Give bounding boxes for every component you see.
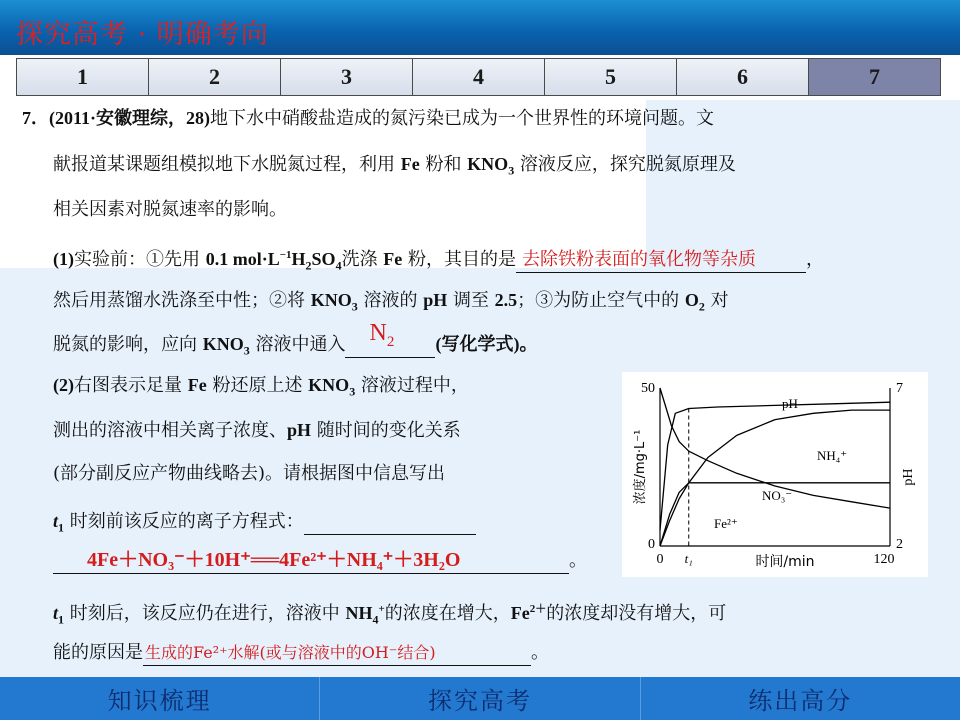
y-tick-label: 0 (648, 537, 655, 552)
x-tick-label: t₁ (684, 551, 693, 566)
series-line-0 (660, 402, 890, 530)
punctuation: 。 (569, 550, 587, 571)
formula-kno3: $KNO_3$ (202, 334, 250, 358)
nav-knowledge[interactable]: 知识梳理 (0, 677, 320, 720)
part1-text: 然后用蒸馏水洗涤至中性；②将 (53, 290, 311, 311)
x-tick-label: 0 (656, 552, 664, 567)
part1-text: 洗涤 (341, 249, 384, 270)
formula-nh4: $NH_4^+$ (345, 603, 385, 627)
formula-kno3: $KNO_3$ (467, 154, 515, 178)
question-tab-bar (16, 58, 941, 96)
formula-ph: pH (287, 420, 312, 440)
answer-1: 去除铁粉表面的氧化物等杂质 (522, 249, 757, 270)
series-line-1 (660, 410, 890, 546)
nav-explore[interactable]: 探究高考 (320, 677, 640, 720)
part2-text: 测出的溶液中相关离子浓度、 (53, 420, 287, 441)
question-number: 7． (22, 108, 49, 128)
series-label-0: pH (782, 396, 798, 411)
part1-text: 脱氮的影响，应向 (53, 334, 203, 355)
tab-2[interactable]: 2 (149, 59, 281, 95)
tab-6[interactable]: 6 (677, 59, 809, 95)
part1-text: 粉，其目的是 (402, 249, 517, 270)
formula-o2: $O_2$ (684, 290, 705, 314)
answer-4: 生成的Fe²⁺水解(或与溶液中的OH⁻结合) (145, 643, 436, 662)
y-right-tick-label: 2 (896, 537, 903, 552)
punctuation: 。 (531, 642, 549, 663)
tab-7[interactable]: 7 (809, 59, 940, 95)
nav-practice[interactable]: 练出高分 (748, 687, 853, 715)
tab-4[interactable]: 4 (413, 59, 545, 95)
part2-text: 时刻前该反应的离子方程式： (64, 511, 304, 532)
formula-fe2: $Fe^{2+}$ (510, 603, 547, 623)
y-right-tick-label: 7 (896, 381, 903, 396)
series-label-1: NH₄⁺ (817, 448, 848, 463)
answer-3: 4Fe＋NO₃⁻＋10H⁺══4Fe²⁺＋NH₄⁺＋3H₂O (87, 549, 461, 571)
ph-value: 2.5 (494, 290, 518, 310)
tab-1[interactable]: 1 (17, 59, 149, 95)
formula-fe: Fe (400, 154, 420, 174)
question-line-1 (22, 106, 714, 131)
part2-text: 溶液过程中， (355, 375, 469, 396)
part1-text: ；③为防止空气中的 (517, 290, 685, 311)
question-source: (2011·安徽理综，28) (49, 108, 210, 128)
part2-line-4 (53, 509, 476, 540)
formula-fe: Fe (187, 375, 207, 395)
answer-blank-4 (143, 641, 531, 666)
series-label-3: Fe²⁺ (714, 516, 738, 531)
part2-line-1 (53, 373, 469, 404)
part2-line-2 (53, 418, 461, 443)
x-tick-label: 120 (873, 552, 895, 567)
header-bar (0, 0, 960, 55)
chart-svg (622, 372, 928, 577)
part1-line-1 (53, 243, 824, 278)
part1-line-2 (53, 288, 729, 319)
answer-blank-1 (516, 248, 806, 273)
punctuation: ， (806, 249, 825, 270)
part2-line-5 (53, 548, 587, 574)
part3-text: 的浓度在增大， (384, 603, 511, 624)
part1-text: 调至 (447, 290, 495, 311)
tab-3[interactable]: 3 (281, 59, 413, 95)
part1-label: (1) (53, 249, 74, 269)
part3-line-2 (53, 641, 549, 666)
answer-2: $N_2$ (369, 320, 395, 350)
part1-text: (写化学式)。 (435, 334, 538, 354)
part3-line-1 (53, 597, 726, 632)
part2-label: (2) (53, 375, 74, 395)
symbol-t1: $t_1$ (53, 603, 65, 627)
intro-text: 溶液反应，探究脱氮原理及 (514, 154, 736, 175)
y-axis-label-left: 浓度/mg·L⁻¹ (633, 429, 648, 505)
series-label-2: NO₃⁻ (762, 488, 793, 503)
intro-text: 粉和 (419, 154, 468, 175)
intro-text: 献报道某课题组模拟地下水脱氮过程，利用 (53, 154, 401, 175)
question-line-2 (53, 152, 736, 183)
part1-text: 实验前：①先用 (74, 249, 206, 270)
bottom-navigation (0, 677, 960, 720)
answer-blank-3-top (304, 510, 476, 535)
formula-kno3: $KNO_3$ (310, 290, 358, 314)
tab-5[interactable]: 5 (545, 59, 677, 95)
formula-ph: pH (423, 290, 448, 310)
y-tick-label: 50 (641, 381, 655, 396)
formula-fe: Fe (383, 249, 403, 269)
page-title: 探究高考 · 明确考向 (16, 19, 269, 50)
concentration-ph-chart (622, 372, 928, 577)
question-line-3: 相关因素对脱氮速率的影响。 (53, 199, 287, 220)
part3-text: 时刻后，该反应仍在进行，溶液中 (64, 603, 346, 624)
question-intro: 地下水中硝酸盐造成的氮污染已成为一个世界性的环境问题。文 (210, 108, 714, 129)
part2-line-3: (部分副反应产物曲线略去)。请根据图中信息写出 (53, 463, 446, 484)
y-axis-label-right: pH (901, 468, 916, 486)
part3-text: 的浓度却没有增大，可 (546, 603, 727, 624)
part1-line-3 (53, 320, 538, 363)
part2-text: 粉还原上述 (206, 375, 309, 396)
answer-blank-2 (345, 320, 435, 358)
part2-text: 右图表示足量 (74, 375, 188, 396)
part2-text: 随时间的变化关系 (311, 420, 461, 441)
formula-kno3: $KNO_3$ (308, 375, 356, 399)
symbol-t1: $t_1$ (53, 511, 65, 535)
part1-text: 溶液的 (357, 290, 424, 311)
formula-concentration: 0.1 $mol\cdot L^{-1}H_2SO_4$ (205, 249, 342, 273)
part3-text: 能的原因是 (53, 642, 143, 663)
answer-blank-3 (53, 548, 569, 574)
x-axis-label: 时间/min (755, 554, 815, 570)
part1-text: 对 (704, 290, 729, 311)
part1-text: 溶液中通入 (249, 334, 346, 355)
